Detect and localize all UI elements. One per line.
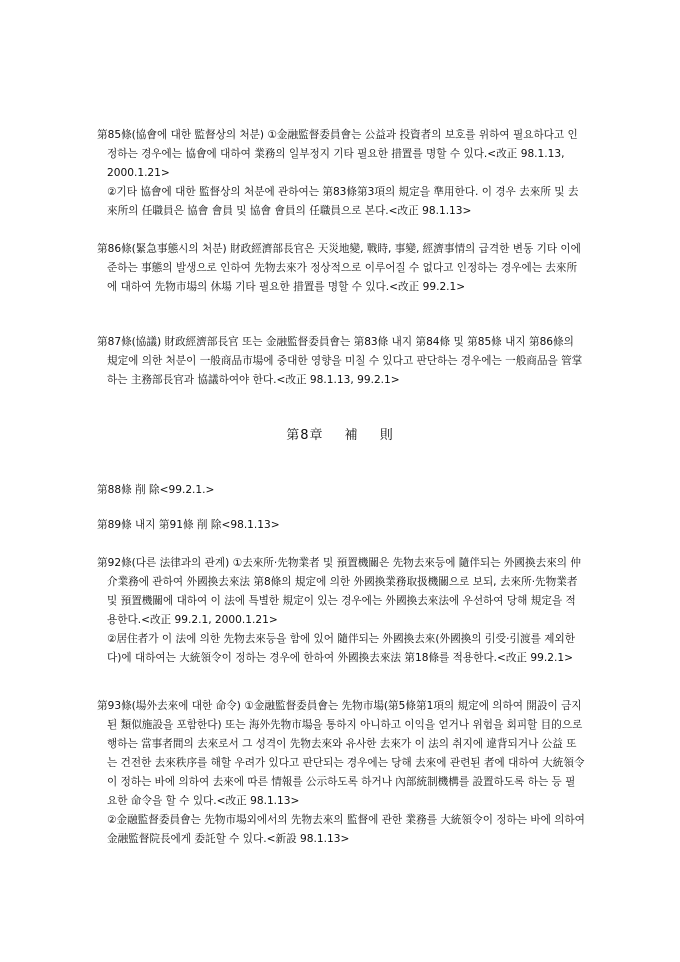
article-93-para-1: 第93條(場外去來에 대한 命令) ①金融監督委員會는 先物市場(第5條第1項의 規定에 의하여 開設이 금지된 類似施設을 포함한다) 또는 海外先物市場을 통하지 아니하고 이익을 얻거나 위험을 회피할 目的으로 행하는 當事者間의 去來로서 그 성격이 先物去來와 유사한 去來가 이 法의 취지에 違背되거나 公益 또는 건전한 去來秩序를 해할 우려가 있다고 판단되는 경우에는 당해 去來에 관련된 者에 대하여 大統領令이 정하는 바에 의하여 去來에 따른 情報를 公示하도록 하거나 內部統制機構를 設置하도록 하는 등 필요한 命令을 할 수 있다.<改正 98.1.13> [97,700,585,807]
article-87-para-1: 第87條(協議) 財政經濟部長官 또는 金融監督委員會는 第83條 내지 第84條 및 第85條 내지 第86條의 規定에 의한 처분이 一般商品市場에 중대한 영향을 미칠 수 있다고 판단하는 경우에는 一般商品을 管掌하는 主務部長官과 協議하여야 한다.<改正 98.1.13, 99.2.1> [97,336,583,386]
article-85-para-1: 第85條(協會에 대한 監督상의 처분) ①金融監督委員會는 公益과 投資者의 보호를 위하여 필요하다고 인정하는 경우에는 協會에 대하여 業務의 일부정지 기타 필요한 措置를 명할 수 있다.<改正 98.1.13, 2000.1.21> [97,129,578,179]
article-89-91 [97,516,585,535]
article-92 [97,554,585,668]
article-85-para-2: ②기타 協會에 대한 監督상의 처분에 관하여는 第83條第3項의 規定을 準用한다. 이 경우 去來所 및 去來所의 任職員은 協會 會員 및 協會 會員의 任職員으로 본다.<改正 98.1.13> [107,186,579,217]
chapter-title-2: 則 [379,428,394,443]
chapter-heading [0,424,680,443]
article-86-para-1: 第86條(緊急事態시의 처분) 財政經濟部長官은 天災地變, 戰時, 事變, 經濟事情의 급격한 변동 기타 이에 준하는 事態의 발생으로 인하여 先物去來가 정상적으로 이루어질 수 없다고 인정하는 경우에는 去來所에 대하여 先物市場의 休場 기타 필요한 措置를 명할 수 있다.<改正 99.2.1> [97,243,581,293]
article-87 [97,333,585,390]
article-93-para-2: ②金融監督委員會는 先物市場외에서의 先物去來의 監督에 관한 業務를 大統領令이 정하는 바에 의하여 金融監督院長에게 委託할 수 있다.<新設 98.1.13> [107,814,585,845]
article-92-para-2: ②居住者가 이 法에 의한 先物去來등을 함에 있어 隨伴되는 外國換去來(外國換의 引受·引渡를 제외한다)에 대하여는 大統領令이 정하는 경우에 한하여 外國換去來法 第18條를 적용한다.<改正 99.2.1> [107,633,575,664]
article-93 [97,697,585,849]
article-92-para-1: 第92條(다른 法律과의 관계) ①去來所·先物業者 및 預置機關은 先物去來등에 隨伴되는 外國換去來의 仲介業務에 관하여 外國換去來法 第8條의 規定에 의한 外國換業務取扱機關으로 보되, 去來所·先物業者 및 預置機關에 대하여 이 法에 특별한 規定이 있는 경우에는 外國換去來法에 우선하여 당해 規定을 적용한다.<改正 99.2.1, 2000.1.21> [97,557,581,626]
article-85 [97,126,585,221]
chapter-title-1: 補 [344,428,359,443]
article-88 [97,481,585,500]
article-89-91-para-1: 第89條 내지 第91條 削 除<98.1.13> [97,519,280,531]
chapter-number: 第8章 [286,428,324,443]
article-86 [97,240,585,297]
article-88-para-1: 第88條 削 除<99.2.1.> [97,484,215,496]
